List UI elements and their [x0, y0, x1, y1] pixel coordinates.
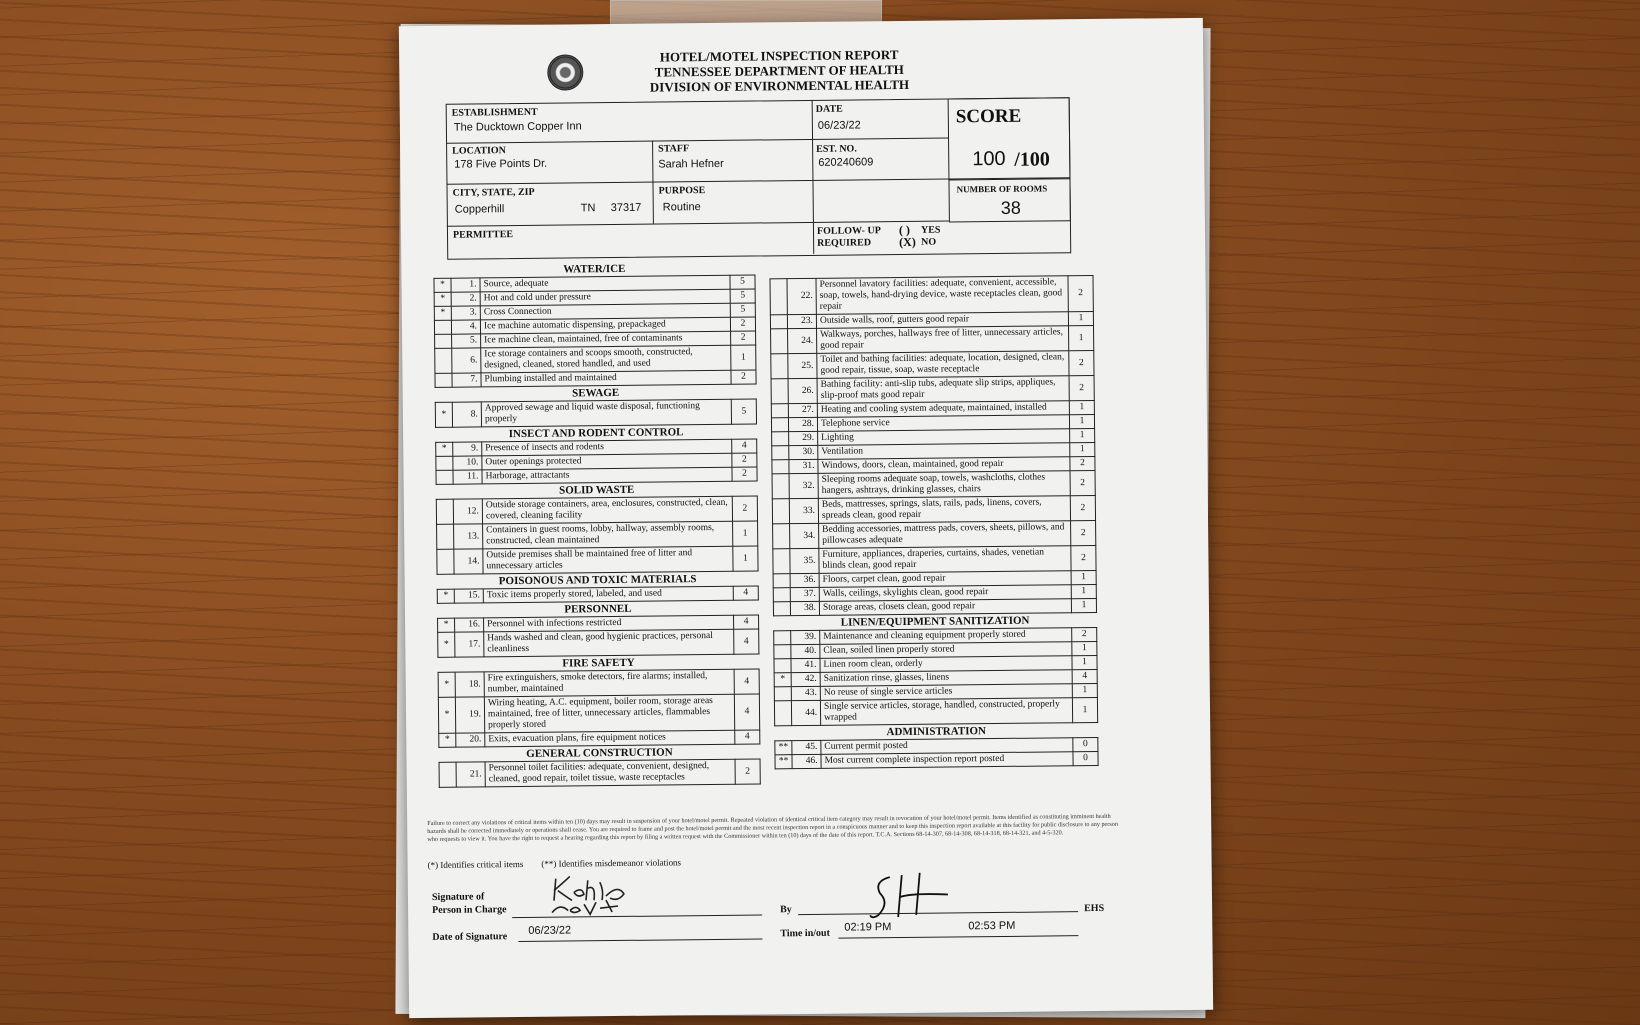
item-description: Ice machine clean, maintained, free of contaminants — [481, 331, 731, 348]
state-value: TN — [580, 202, 596, 215]
item-number: 8. — [452, 402, 481, 427]
item-description: Outside storage containers, area, enclosures, constructed, clean, covered, cleaning facility — [482, 496, 732, 524]
item-description: Sanitization rinse, glasses, linens — [820, 670, 1072, 687]
item-points: 2 — [1069, 375, 1094, 400]
establishment-value: The Ducktown Copper Inn — [453, 120, 582, 134]
item-number: 17. — [455, 632, 484, 657]
item-critical-marker: * — [434, 292, 451, 306]
item-points: 2 — [1069, 350, 1094, 375]
followup-no-mark: (X) — [899, 234, 916, 250]
report-header — [589, 46, 969, 95]
item-critical-marker — [772, 432, 789, 446]
inspection-item-row — [774, 697, 1097, 725]
score-max: /100 — [1014, 148, 1050, 171]
item-description: Telephone service — [817, 415, 1069, 432]
item-points: 1 — [1072, 697, 1097, 722]
inspection-item-row — [439, 759, 760, 787]
item-critical-marker — [774, 701, 791, 726]
date-label: DATE — [815, 103, 843, 115]
item-description: Clean, soiled linen properly stored — [820, 642, 1072, 659]
item-number: 42. — [791, 672, 820, 686]
item-description: Floors, carpet clean, good repair — [819, 571, 1071, 588]
item-points: 4 — [732, 439, 757, 453]
item-number: 36. — [790, 573, 819, 587]
item-description: Hot and cold under pressure — [480, 289, 730, 306]
item-number: 32. — [789, 473, 818, 498]
item-number: 30. — [789, 445, 818, 459]
item-description: Containers in guest rooms, lobby, hallway, assembly rooms, constructed, clean maintained — [483, 521, 733, 549]
inspection-item-row — [771, 375, 1094, 403]
item-critical-marker — [774, 631, 791, 645]
purpose-label: PURPOSE — [658, 185, 706, 197]
item-number: 19. — [455, 697, 484, 733]
item-description: Lighting — [818, 429, 1070, 446]
item-number: 41. — [791, 658, 820, 672]
est-no-value: 620240609 — [818, 156, 874, 169]
item-description: Toxic items properly stored, labeled, and used — [483, 586, 733, 603]
item-number: 40. — [791, 644, 820, 658]
item-number: 43. — [791, 686, 820, 700]
followup-required-label: REQUIRED — [817, 237, 872, 249]
left-items-table — [433, 261, 760, 788]
item-number: 24. — [788, 328, 817, 353]
item-critical-marker: * — [774, 673, 791, 687]
item-critical-marker — [772, 474, 789, 499]
legend — [428, 857, 682, 870]
item-critical-marker — [434, 320, 451, 334]
section-title: FIRE SAFETY — [562, 656, 635, 670]
item-number: 14. — [454, 549, 483, 574]
item-critical-marker — [771, 418, 788, 432]
date-of-signature-label: Date of Signature — [432, 931, 508, 943]
followup-no: NO — [921, 236, 937, 248]
date-line — [518, 938, 762, 942]
inspection-item-row — [775, 751, 1098, 768]
item-critical-marker: * — [439, 733, 456, 747]
item-critical-marker — [773, 549, 790, 574]
inspection-item-row — [436, 496, 757, 524]
item-points: 2 — [731, 331, 756, 345]
item-critical-marker: * — [437, 589, 454, 603]
inspection-item-row — [435, 345, 756, 373]
inspection-item-row — [438, 629, 759, 657]
inspection-item-row — [438, 694, 759, 733]
person-in-charge-label: Person in Charge — [432, 904, 507, 916]
item-description: Personnel with infections restricted — [484, 615, 734, 632]
item-number: 46. — [792, 754, 821, 768]
item-points: 4 — [735, 730, 760, 744]
item-critical-marker: * — [436, 442, 453, 456]
establishment-label: ESTABLISHMENT — [451, 106, 538, 119]
item-number: 26. — [788, 378, 817, 403]
item-critical-marker — [435, 334, 452, 348]
section-title: PERSONNEL — [564, 602, 632, 616]
right-items-table — [769, 275, 1098, 769]
item-description: Linen room clean, orderly — [820, 656, 1072, 673]
time-line — [838, 935, 1078, 939]
rooms-label: NUMBER OF ROOMS — [956, 183, 1048, 195]
item-points: 1 — [1071, 584, 1096, 598]
item-points: 1 — [1072, 641, 1097, 655]
item-critical-marker — [774, 645, 791, 659]
item-critical-marker — [773, 588, 790, 602]
item-description: Hands washed and clean, good hygienic practices, personal cleanliness — [484, 629, 734, 657]
item-description: Single service articles, storage, handled, constructed, properly wrapped — [820, 698, 1072, 726]
item-description: Beds, mattresses, springs, slats, rails, pads, linens, covers, spreads clean, good repair — [818, 496, 1070, 524]
item-points: 1 — [1072, 683, 1097, 697]
item-critical-marker — [774, 659, 791, 673]
inspection-item-row — [435, 399, 756, 427]
item-points: 5 — [730, 289, 755, 303]
item-number: 38. — [790, 601, 819, 615]
item-points: 2 — [731, 370, 756, 384]
item-description: Wiring heating, A.C. equipment, boiler room, storage areas maintained, free of litter, unnecessary articles, flammables properly stored — [484, 694, 734, 733]
section-title: ADMINISTRATION — [886, 725, 987, 739]
item-description: Outside premises shall be maintained free of litter and unnecessary articles — [483, 546, 733, 574]
zip-value: 37317 — [610, 201, 642, 215]
item-description: Sleeping rooms adequate soap, towels, washcloths, clothes hangers, ashtrays, drinking glasses, chairs — [818, 471, 1070, 499]
item-number: 2. — [451, 292, 480, 306]
item-critical-marker: * — [434, 306, 451, 320]
signature-label: Signature of — [431, 891, 485, 903]
item-critical-marker — [439, 762, 456, 787]
location-value: 178 Five Points Dr. — [454, 157, 548, 171]
item-points: 5 — [730, 303, 755, 317]
person-in-charge-signature — [548, 870, 638, 919]
item-description: Walls, ceilings, skylights clean, good repair — [819, 585, 1071, 602]
score-value: 100 — [972, 147, 1006, 171]
item-description: Heating and cooling system adequate, maintained, installed — [817, 401, 1069, 418]
item-critical-marker — [773, 524, 790, 549]
item-number: 7. — [452, 373, 481, 387]
item-description: Storage areas, closets clean, good repair — [819, 599, 1071, 616]
item-number: 1. — [451, 278, 480, 292]
item-points: 0 — [1073, 737, 1098, 751]
item-points: 0 — [1073, 751, 1098, 765]
item-critical-marker — [773, 574, 790, 588]
item-number: 3. — [451, 306, 480, 320]
item-points: 2 — [732, 496, 757, 521]
item-number: 5. — [452, 334, 481, 348]
item-critical-marker — [770, 315, 787, 329]
date-of-signature: 06/23/22 — [528, 924, 572, 937]
item-number: 11. — [453, 470, 482, 484]
item-points: 2 — [1072, 627, 1097, 641]
item-critical-marker — [770, 279, 787, 315]
item-number: 23. — [787, 314, 816, 328]
ehs-label: EHS — [1084, 902, 1105, 915]
item-number: 44. — [791, 700, 820, 725]
permittee-label: PERMITTEE — [452, 229, 514, 241]
city-label: CITY, STATE, ZIP — [452, 186, 535, 199]
item-points: 4 — [734, 615, 759, 629]
inspection-item-row — [770, 275, 1093, 314]
section-title: POISONOUS AND TOXIC MATERIALS — [498, 573, 697, 588]
by-label: By — [780, 904, 792, 916]
item-description: Ventilation — [818, 443, 1070, 460]
followup-yes: YES — [920, 224, 941, 236]
item-points: 2 — [1068, 275, 1093, 311]
item-number: 16. — [455, 618, 484, 632]
item-points: 2 — [1070, 456, 1095, 470]
item-number: 12. — [453, 499, 482, 524]
item-critical-marker: * — [438, 672, 455, 697]
item-description: Ice storage containers and scoops smooth, constructed, designed, cleaned, stored handled, and used — [481, 345, 731, 373]
item-points: 2 — [730, 317, 755, 331]
staff-label: STAFF — [658, 143, 690, 155]
item-critical-marker: ** — [775, 755, 792, 769]
item-number: 25. — [788, 353, 817, 378]
followup-label: FOLLOW- UP — [816, 225, 881, 237]
item-points: 1 — [733, 521, 758, 546]
inspection-item-row — [773, 545, 1096, 573]
item-number: 27. — [788, 403, 817, 417]
item-points: 1 — [1070, 428, 1095, 442]
item-description: Windows, doors, clean, maintained, good repair — [818, 457, 1070, 474]
tennessee-seal-icon — [547, 54, 583, 90]
item-points: 4 — [733, 586, 758, 600]
item-number: 28. — [788, 417, 817, 431]
item-description: Bedding accessories, mattress pads, covers, sheets, pillows, and pillowcases adequate — [819, 521, 1071, 549]
section-title: WATER/ICE — [563, 262, 626, 276]
item-description: Approved sewage and liquid waste disposal, functioning properly — [481, 399, 731, 427]
item-critical-marker: * — [438, 697, 455, 733]
item-number: 18. — [455, 672, 484, 697]
section-title: GENERAL CONSTRUCTION — [526, 746, 673, 760]
item-critical-marker: * — [435, 402, 452, 427]
location-label: LOCATION — [452, 145, 506, 157]
item-description: Bathing facility: anti-slip tubs, adequate slip strips, appliques, slip-proof mats good repair — [817, 376, 1069, 404]
item-description: Outside walls, roof, gutters good repair — [816, 312, 1068, 329]
inspection-report — [399, 18, 1213, 1018]
est-no-label: EST. NO. — [816, 143, 857, 155]
item-description: Most current complete inspection report posted — [821, 752, 1073, 769]
item-points: 1 — [733, 546, 758, 571]
item-critical-marker — [771, 379, 788, 404]
item-description: Harborage, attractants — [482, 467, 732, 484]
item-points: 5 — [730, 275, 755, 289]
item-points: 1 — [1071, 598, 1096, 612]
legend-misdemeanor: (**) Identifies misdemeanor violations — [541, 857, 682, 869]
item-description: Current permit posted — [821, 738, 1073, 755]
item-points: 1 — [1072, 655, 1097, 669]
item-description: Maintenance and cleaning equipment properly stored — [820, 628, 1072, 645]
item-critical-marker — [772, 499, 789, 524]
item-critical-marker — [437, 549, 454, 574]
section-title: SEWAGE — [572, 386, 620, 400]
item-points: 5 — [731, 399, 756, 424]
item-critical-marker: ** — [775, 741, 792, 755]
item-description: Personnel lavatory facilities: adequate, convenient, accessible, soap, towels, hand-drying device, waste receptacles clean, good repair — [816, 276, 1068, 315]
item-number: 22. — [787, 278, 816, 314]
item-critical-marker — [436, 499, 453, 524]
time-out: 02:53 PM — [968, 919, 1016, 933]
item-number: 9. — [453, 442, 482, 456]
item-description: No reuse of single service articles — [820, 684, 1072, 701]
header-department: TENNESSEE DEPARTMENT OF HEALTH — [654, 61, 904, 80]
followup-yes-mark: ( ) — [898, 222, 911, 238]
item-points: 2 — [735, 759, 760, 784]
item-critical-marker — [436, 470, 453, 484]
item-points: 2 — [732, 453, 757, 467]
item-critical-marker — [771, 404, 788, 418]
item-points: 4 — [734, 694, 759, 730]
header-division: DIVISION OF ENVIRONMENTAL HEALTH — [649, 76, 910, 95]
item-description: Plumbing installed and maintained — [481, 370, 731, 387]
item-description: Presence of insects and rodents — [482, 439, 732, 456]
item-points: 1 — [1071, 570, 1096, 584]
item-description: Outer openings protected — [482, 453, 732, 470]
footnote: Failure to correct any violations of critical items within ten (10) days may result in suspension of your hotel/motel permit. Repeated violation of identical critical item category may result in revocation of your hotel/motel permit. Items identified as constituting imminent health hazards shall be corrected immediately or operations shall cease. You are required to frame and post the hotel/motel permit and the most recent inspection report in a conspicuous manner and to keep this inspection report available at this facility for public disclosure to any person who requests to view it. You have the right to request a hearing regarding this report by filing a written request with the Commissioner within ten (10) days of the date of this report. T.C.A. Sections 68-14-307, 68-14-308, 68-14-318, 68-14-321, and 4-5-320. — [427, 812, 1118, 843]
inspection-item-row — [772, 495, 1095, 523]
inspection-item-row — [438, 669, 759, 697]
item-number: 10. — [453, 456, 482, 470]
item-points: 1 — [1069, 414, 1094, 428]
item-number: 6. — [452, 348, 481, 373]
item-critical-marker: * — [434, 278, 451, 292]
item-points: 2 — [732, 467, 757, 481]
item-points: 4 — [734, 629, 759, 654]
city-value: Copperhill — [454, 203, 505, 216]
inspection-item-row — [771, 350, 1094, 378]
item-number: 35. — [790, 548, 819, 573]
item-critical-marker — [774, 687, 791, 701]
item-points: 1 — [1070, 442, 1095, 456]
item-number: 29. — [789, 431, 818, 445]
item-number: 37. — [790, 587, 819, 601]
item-points: 2 — [1070, 470, 1095, 495]
item-number: 15. — [454, 589, 483, 603]
section-title: SOLID WASTE — [558, 483, 635, 497]
staff-value: Sarah Hefner — [658, 157, 724, 171]
item-critical-marker — [437, 524, 454, 549]
item-points: 1 — [1069, 400, 1094, 414]
item-points: 4 — [734, 669, 759, 694]
item-critical-marker: * — [438, 632, 455, 657]
item-number: 21. — [456, 762, 485, 787]
item-critical-marker — [772, 460, 789, 474]
time-in-out-label: Time in/out — [780, 927, 830, 940]
item-description: Exits, evacuation plans, fire equipment notices — [485, 730, 735, 747]
item-points: 4 — [1072, 669, 1097, 683]
item-critical-marker — [771, 329, 788, 354]
inspection-item-row — [771, 325, 1094, 353]
item-points: 1 — [1069, 325, 1094, 350]
item-number: 34. — [790, 523, 819, 548]
item-description: Fire extinguishers, smoke detectors, fire alarms; installed, number, maintained — [484, 669, 734, 697]
item-critical-marker: * — [438, 618, 455, 632]
inspector-signature — [868, 870, 959, 923]
inspection-item-row — [772, 470, 1095, 498]
item-number: 39. — [791, 630, 820, 644]
item-description: Cross Connection — [480, 303, 730, 320]
item-number: 31. — [789, 459, 818, 473]
item-number: 33. — [789, 498, 818, 523]
item-critical-marker — [435, 373, 452, 387]
item-description: Source, adequate — [480, 275, 730, 292]
section-title: LINEN/EQUIPMENT SANITIZATION — [840, 614, 1030, 629]
item-description: Personnel toilet facilities: adequate, convenient, designed, cleaned, good repair, toilet tissue, waste receptacles — [485, 759, 735, 787]
item-number: 4. — [451, 320, 480, 334]
time-in: 02:19 PM — [844, 921, 892, 934]
score-label: SCORE — [955, 105, 1022, 128]
item-description: Furniture, appliances, draperies, curtains, shades, venetian blinds clean, good repair — [819, 546, 1071, 574]
item-critical-marker — [436, 456, 453, 470]
legend-critical: (*) Identifies critical items — [427, 858, 524, 870]
item-critical-marker — [772, 446, 789, 460]
date-value: 06/23/22 — [817, 119, 861, 132]
item-critical-marker — [773, 602, 790, 616]
inspection-item-row — [773, 520, 1096, 548]
item-points: 2 — [1071, 520, 1096, 545]
inspection-item-row — [437, 546, 758, 574]
header-title: HOTEL/MOTEL INSPECTION REPORT — [659, 47, 899, 65]
item-description: Toilet and bathing facilities: adequate, location, designed, clean, good repair, tissue, soap, waste receptacle — [817, 351, 1069, 379]
item-points: 1 — [731, 345, 756, 370]
item-number: 13. — [454, 524, 483, 549]
item-points: 1 — [1068, 311, 1093, 325]
item-critical-marker — [771, 354, 788, 379]
section-title: INSECT AND RODENT CONTROL — [508, 426, 684, 441]
item-description: Ice machine automatic dispensing, prepackaged — [480, 317, 730, 334]
item-number: 45. — [792, 740, 821, 754]
rooms-value: 38 — [1000, 197, 1021, 218]
item-critical-marker — [435, 348, 452, 373]
purpose-value: Routine — [662, 201, 701, 214]
item-description: Walkways, porches, hallways free of litter, unnecessary articles, good repair — [817, 326, 1069, 354]
item-number: 20. — [456, 733, 485, 747]
item-points: 2 — [1070, 495, 1095, 520]
inspection-item-row — [437, 521, 758, 549]
item-points: 2 — [1071, 545, 1096, 570]
